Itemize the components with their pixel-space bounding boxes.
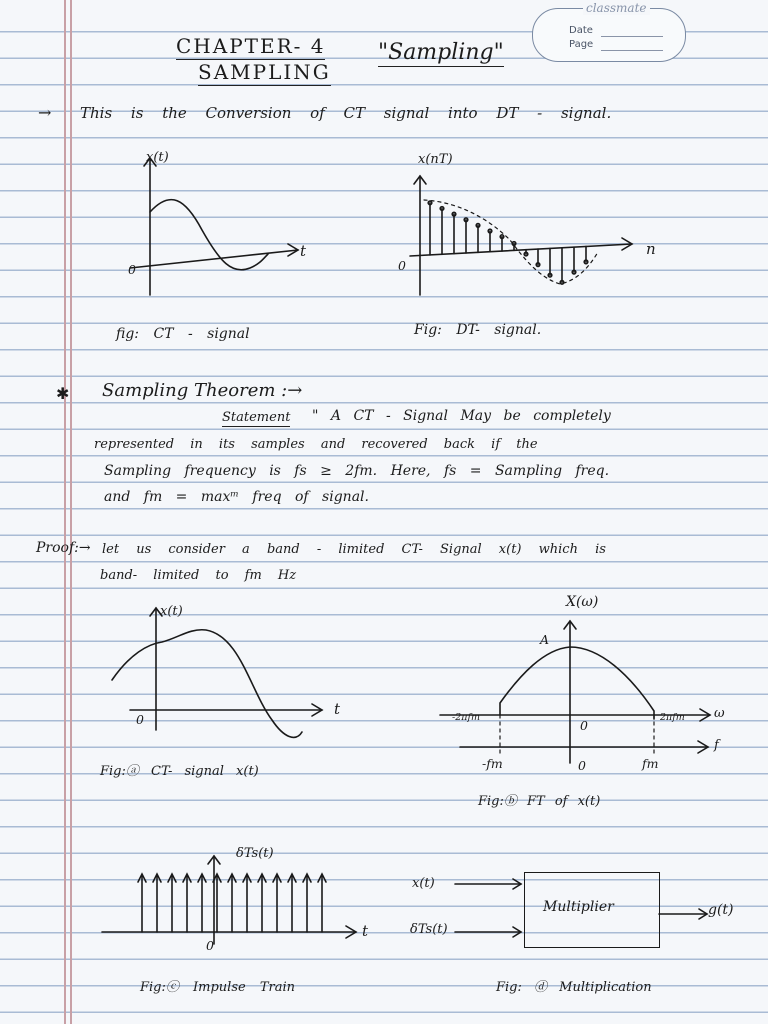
dt-caption: Fig: DT- signal.: [414, 322, 542, 338]
fig-a-ct-signal: [100, 600, 340, 750]
multiplier-block: [524, 872, 660, 948]
fig-d-output: g(t): [708, 902, 734, 918]
theorem-line-1: " A CT - Signal May be completely: [312, 408, 611, 424]
fig-b-omega-zero: 0: [580, 718, 588, 733]
logo-date-label: Date: [569, 25, 593, 36]
logo-brand: classmate: [583, 1, 650, 15]
fig-b-caption: Fig:ⓑ FT of x(t): [478, 794, 601, 809]
fig-c-x-label: t: [362, 922, 369, 940]
fig-b-title: X(ω): [566, 594, 599, 610]
theorem-line-2: represented in its samples and recovered back if the: [94, 437, 538, 452]
fig-d-caption: Fig: ⓓ Multiplication: [496, 980, 652, 995]
theorem-statement-label: Statement: [222, 410, 291, 425]
quote-title: "Sampling": [378, 40, 504, 65]
fig-c-impulse-train: [100, 850, 380, 950]
fig-c-origin: 0: [206, 938, 214, 953]
ct-x-axis: [130, 250, 298, 268]
logo-date-line: [601, 36, 663, 37]
proof-line-1: let us consider a band - limited CT- Signal x(t) which is: [102, 542, 606, 557]
chapter-subtitle: SAMPLING: [198, 60, 331, 84]
ct-caption: fig: CT - signal: [116, 326, 250, 342]
dt-signal-figure: [400, 160, 640, 300]
dt-origin: 0: [398, 258, 406, 273]
theorem-line-3: Sampling frequency is fs ≥ 2fm. Here, fs = Sampling freq.: [104, 463, 610, 479]
logo-page-line: [601, 50, 663, 51]
dt-y-label: x(nT): [418, 152, 453, 167]
theorem-star: ✱: [56, 384, 70, 403]
fig-a-caption: Fig:ⓐ CT- signal x(t): [100, 764, 259, 779]
margin-line: [64, 0, 66, 1024]
ct-origin: 0: [128, 262, 136, 277]
fig-b-omega-left: -2πfm: [452, 712, 481, 723]
logo-page-label: Page: [569, 39, 594, 50]
intro-arrow: →: [38, 103, 52, 122]
fig-a-origin: 0: [136, 712, 144, 727]
ct-x-label: t: [300, 242, 307, 260]
theorem-heading: Sampling Theorem :→: [102, 380, 303, 401]
fig-b-omega-right: 2πfm: [660, 712, 685, 723]
classmate-logo: [532, 1, 686, 62]
fig-b-spectrum: [500, 647, 654, 719]
fig-b-f-left: -fm: [482, 756, 503, 771]
fig-a-y-label: x(t): [160, 604, 183, 619]
proof-label: Proof:→: [36, 540, 91, 556]
fig-c-label: δTs(t): [236, 846, 274, 861]
fig-d-input2: δTs(t): [410, 922, 448, 937]
intro-text: This is the Conversion of CT signal into DT - signal.: [80, 104, 612, 122]
proof-line-2: band- limited to fm Hz: [100, 568, 297, 583]
fig-b-f-axis-label: f: [714, 738, 719, 753]
multiplier-label: Multiplier: [543, 899, 614, 915]
ct-y-label: x(t): [146, 150, 169, 165]
dt-x-label: n: [646, 240, 656, 258]
margin-line: [70, 0, 72, 1024]
fig-b-peak: A: [540, 632, 550, 647]
ct-signal-figure: [110, 150, 320, 300]
chapter-title: CHAPTER- 4: [176, 34, 326, 58]
fig-b-omega-axis-label: ω: [714, 706, 725, 721]
theorem-line-4: and fm = maxᵐ freq of signal.: [104, 489, 369, 505]
fig-a-x-label: t: [334, 700, 341, 718]
fig-c-caption: Fig:ⓒ Impulse Train: [140, 980, 295, 995]
fig-b-f-right: fm: [642, 756, 659, 771]
fig-b-fourier-transform: [440, 615, 740, 765]
fig-b-f-zero: 0: [578, 758, 586, 773]
fig-d-input1: x(t): [412, 876, 435, 891]
